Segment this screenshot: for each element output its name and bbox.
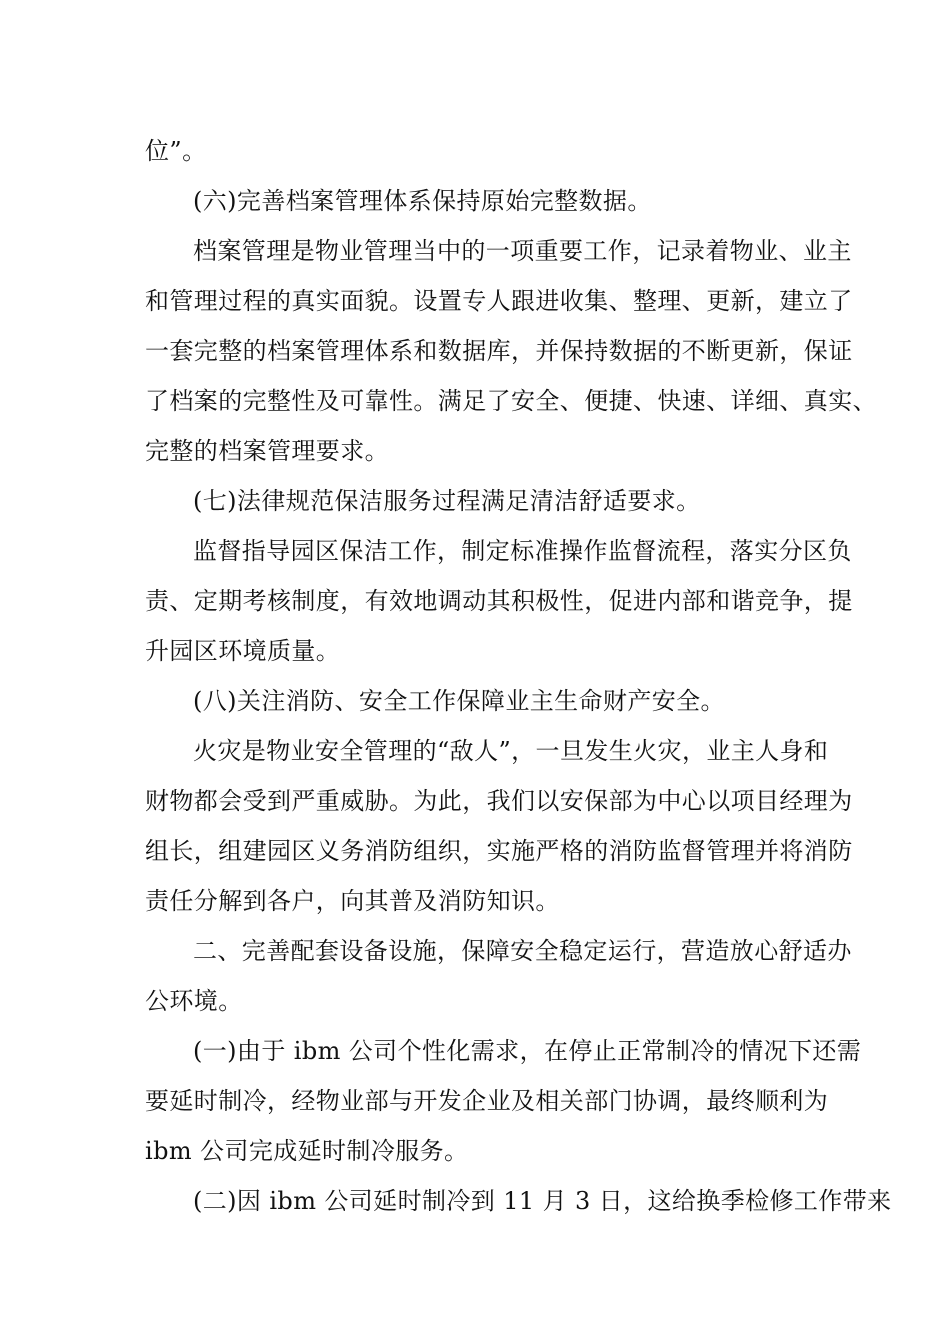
section-heading: (八)关注消防、安全工作保障业主生命财产安全。	[193, 687, 725, 715]
text-line: 了档案的完整性及可靠性。满足了安全、便捷、快速、详细、真实、	[145, 387, 877, 415]
text-line: 责任分解到各户，向其普及消防知识。	[145, 887, 560, 915]
text-line: 位”。	[145, 137, 207, 165]
section-heading: (六)完善档案管理体系保持原始完整数据。	[193, 187, 652, 215]
text-line: 升园区环境质量。	[145, 637, 341, 665]
text-line: 一套完整的档案管理体系和数据库，并保持数据的不断更新，保证	[145, 337, 853, 365]
text-line: 监督指导园区保洁工作，制定标准操作监督流程，落实分区负	[193, 537, 852, 565]
text-line: 完整的档案管理要求。	[145, 437, 389, 465]
section-heading: (七)法律规范保洁服务过程满足清洁舒适要求。	[193, 487, 701, 515]
document-body	[145, 126, 892, 1226]
text-line: (一)由于 ibm 公司个性化需求，在停止正常制冷的情况下还需	[193, 1037, 862, 1065]
text-line: 要延时制冷，经物业部与开发企业及相关部门协调，最终顺利为	[145, 1087, 829, 1115]
text-line: 责、定期考核制度，有效地调动其积极性，促进内部和谐竞争，提	[145, 587, 853, 615]
text-line: 档案管理是物业管理当中的一项重要工作，记录着物业、业主	[193, 237, 852, 265]
text-line: 组长，组建园区义务消防组织，实施严格的消防监督管理并将消防	[145, 837, 853, 865]
section-heading: 二、完善配套设备设施，保障安全稳定运行，营造放心舒适办	[193, 937, 852, 965]
text-line: 公环境。	[145, 987, 243, 1015]
text-line: ibm 公司完成延时制冷服务。	[145, 1137, 469, 1165]
text-line: 火灾是物业安全管理的“敌人”，一旦发生火灾，业主人身和	[193, 737, 829, 765]
text-line: 财物都会受到严重威胁。为此，我们以安保部为中心以项目经理为	[145, 787, 853, 815]
text-line: (二)因 ibm 公司延时制冷到 11 月 3 日，这给换季检修工作带来	[193, 1187, 892, 1215]
text-line: 和管理过程的真实面貌。设置专人跟进收集、整理、更新，建立了	[145, 287, 853, 315]
